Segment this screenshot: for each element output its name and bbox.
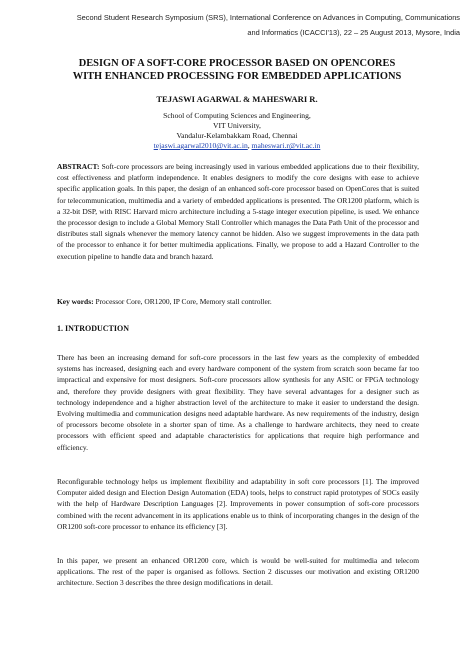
abstract-paragraph [57,161,419,262]
paper-title [40,57,434,83]
abstract-label: ABSTRACT: [57,162,100,171]
author-affiliation [40,111,434,151]
email-link-1[interactable]: tejaswi.agarwal2010@vit.ac.in [153,141,248,150]
affiliation-line1: School of Computing Sciences and Engineering, [163,111,311,120]
title-line2: WITH ENHANCED PROCESSING FOR EMBEDDED APPLICATIONS [72,71,402,82]
keywords-paragraph [57,296,419,307]
title-line1: DESIGN OF A SOFT-CORE PROCESSOR BASED ON OPENCORES [78,58,396,69]
email-link-2[interactable]: maheswari.r@vit.ac.in [251,141,321,150]
keywords-label: Key words: [57,297,94,306]
intro-paragraph-2: Reconfigurable technology helps us implement flexibility and adaptability in soft core processors [1]. The improved Computer aided design and Election Design Automation (EDA) tools, helps to construct rapid prototypes of SOCs easily with the help of Hardware Description Languages [2]. Improvements in power consumption of soft-core processors combined with the recent advancement in its applications enable us to think of incorporating changes in the design of the OR1200 soft-core processor to enhance its efficiency [3]. [57,477,419,531]
intro-paragraph-3: In this paper, we present an enhanced OR1200 core, which is would be well-suited for multimedia and telecom applications. The rest of the paper is organised as follows. Section 2 discusses our motivation and existing OR1200 architecture. Section 3 describes the three design modifications in detail. [57,556,419,588]
abstract-text: Soft-core processors are being increasingly used in various embedded applications due to their flexibility, cost effectiveness and platform independence. It enables designers to modify the core designs with ease to achieve specific application goals. In this paper, the design of an enhanced soft-core processor based on OpenCores that is suited for telecommunication, multimedia and a variety of embedded applications is presented. The OR1200 platform, which is a 32-bit DSP, with RISC Harvard micro architecture including a 5-stage integer execution pipeline, is used. We enhance the processor design to include a Global Memory Stall Controller which manages the Data Path Unit of the processor and distributes stall signals whenever the memory latency cannot be hidden. Also we suggest improvements in the data path of the processor to enhance it for better multimedia applications. Finally, we propose to add a Hazard Controller to the execution pipeline to handle data and branch hazard. [57,162,419,261]
email-separator: , [247,141,252,150]
keywords-text: Processor Core, OR1200, IP Core, Memory stall controller. [95,297,272,306]
conference-header-line2: and Informatics (ICACCI'13), 22 – 25 August 2013, Mysore, India [247,28,460,37]
affiliation-line3: Vandalur-Kelambakkam Road, Chennai [176,131,298,140]
conference-header-line1: Second Student Research Symposium (SRS), International Conference on Advances in Computing, Communications [76,13,460,22]
affiliation-line2: VIT University, [213,121,261,130]
section-heading-introduction: 1. INTRODUCTION [57,324,130,333]
intro-paragraph-1: There has been an increasing demand for soft-core processors in the last few years as the complexity of embedded systems has increased, designing each and every hardware component of the system from scratch soon became far too impractical and expensive for most designers. Soft-core processors allow synthesis for any ASIC or FPGA technology and, therefore they provide designers with great flexibility. They have several advantages for a designer such as technology independence and a higher abstraction level of the architecture to make it easier to understand the design. Evolving multimedia and communication designs need adaptable hardware. As new requirements of the industry, design of processors become obsolete in a shorter span of time. As a challenge to hardware architects, they need to create processors with efficient speed and adaptable characteristics for applications that require high performance and efficiency. [57,353,419,452]
paper-authors: TEJASWI AGARWAL & MAHESWARI R. [156,94,318,104]
affiliation-emails [40,141,434,151]
